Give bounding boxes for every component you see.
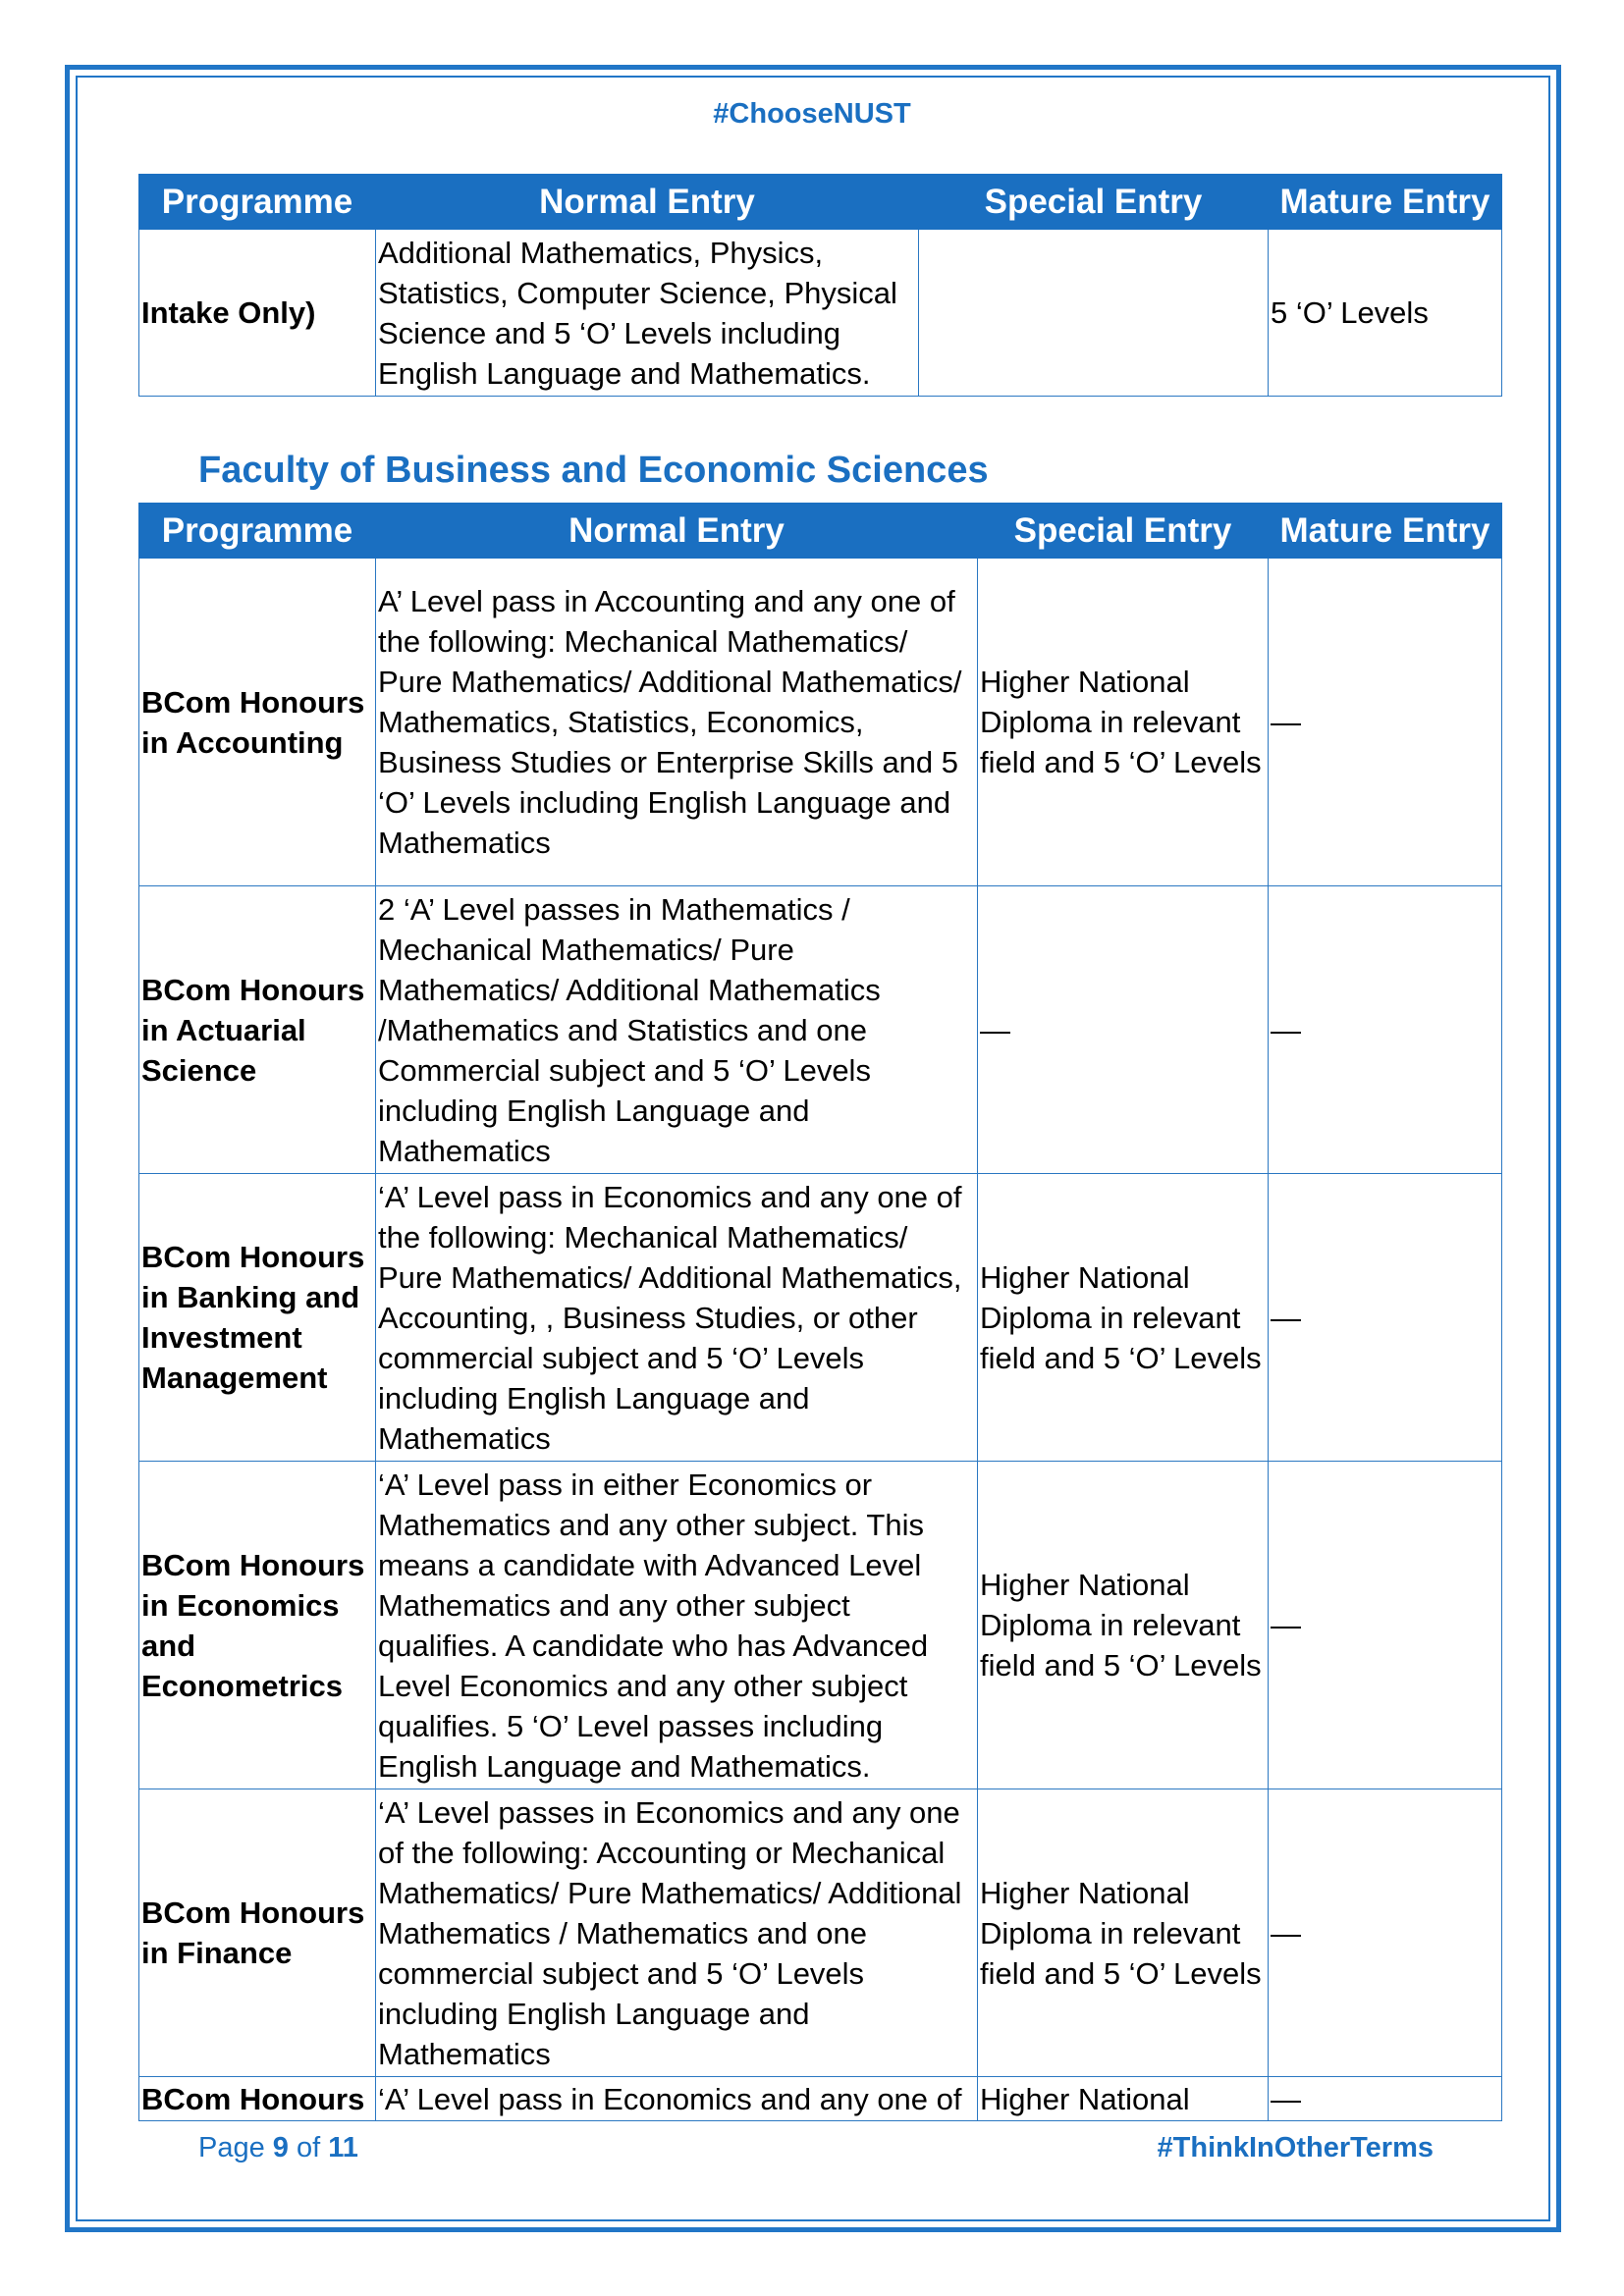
programme-cell: BCom Honours xyxy=(139,2077,376,2121)
normal-entry-cell: ‘A’ Level pass in Economics and any one of the following: Mechanical Mathematics/ Pure Mathematics/ Additional Mathematics, Accounting, , Business Studies, or other commercial subject and 5 ‘O’ Levels including English Language and Mathematics xyxy=(376,1174,978,1462)
special-entry-cell: Higher National Diploma in relevant field and 5 ‘O’ Levels xyxy=(978,1174,1269,1462)
normal-entry-cell: A’ Level pass in Accounting and any one of the following: Mechanical Mathematics/ Pure Mathematics/ Additional Mathematics/ Mathematics, Statistics, Economics, Business Studies or Enterprise Skills and 5 ‘O’ Levels including English Language and Mathematics xyxy=(376,559,978,886)
col-header-special-entry: Special Entry xyxy=(978,504,1269,559)
special-entry-cell: Higher National xyxy=(978,2077,1269,2121)
programme-cell: BCom Honours in Finance xyxy=(139,1789,376,2077)
special-entry-cell: — xyxy=(978,886,1269,1174)
mature-entry-cell: — xyxy=(1269,1462,1502,1789)
page-total: 11 xyxy=(328,2132,358,2163)
special-entry-cell: Higher National Diploma in relevant field and 5 ‘O’ Levels xyxy=(978,1789,1269,2077)
table-header-row xyxy=(139,504,1502,559)
programme-cell: Intake Only) xyxy=(139,230,376,397)
programme-cell: BCom Honours in Banking and Investment Management xyxy=(139,1174,376,1462)
normal-entry-cell: ‘A’ Level pass in Economics and any one of xyxy=(376,2077,978,2121)
normal-entry-cell: 2 ‘A’ Level passes in Mathematics / Mechanical Mathematics/ Pure Mathematics/ Additional Mathematics /Mathematics and Statistics and one Commercial subject and 5 ‘O’ Levels including English Language and Mathematics xyxy=(376,886,978,1174)
special-entry-cell: Higher National Diploma in relevant field and 5 ‘O’ Levels xyxy=(978,559,1269,886)
col-header-mature-entry: Mature Entry xyxy=(1269,175,1502,230)
page-word: Page xyxy=(198,2132,265,2163)
col-header-normal-entry: Normal Entry xyxy=(376,504,978,559)
of-word: of xyxy=(297,2132,321,2163)
mature-entry-cell: — xyxy=(1269,1174,1502,1462)
mature-entry-cell: 5 ‘O’ Levels xyxy=(1269,230,1502,397)
mature-entry-cell: — xyxy=(1269,886,1502,1174)
col-header-normal-entry: Normal Entry xyxy=(376,175,919,230)
col-header-programme: Programme xyxy=(139,504,376,559)
normal-entry-cell: ‘A’ Level passes in Economics and any one of the following: Accounting or Mechanical Mathematics/ Pure Mathematics/ Additional Mathematics / Mathematics and one commercial subject and 5 ‘O’ Levels including English Language and Mathematics xyxy=(376,1789,978,2077)
faculty-heading: Faculty of Business and Economic Sciences xyxy=(198,450,989,491)
table-row xyxy=(139,2077,1502,2121)
mature-entry-cell: — xyxy=(1269,1789,1502,2077)
programme-cell: BCom Honours in Actuarial Science xyxy=(139,886,376,1174)
normal-entry-cell: Additional Mathematics, Physics, Statistics, Computer Science, Physical Science and 5 ‘O’ Levels including English Language and Mathematics. xyxy=(376,230,919,397)
mature-entry-cell: — xyxy=(1269,559,1502,886)
col-header-mature-entry: Mature Entry xyxy=(1269,504,1502,559)
page-current: 9 xyxy=(272,2132,289,2163)
special-entry-cell: Higher National Diploma in relevant field and 5 ‘O’ Levels xyxy=(978,1462,1269,1789)
continued-entry-table xyxy=(138,174,1502,397)
programme-cell: BCom Honours in Accounting xyxy=(139,559,376,886)
mature-entry-cell: — xyxy=(1269,2077,1502,2121)
header-hashtag: #ChooseNUST xyxy=(713,98,911,130)
table-row xyxy=(139,559,1502,886)
table-row xyxy=(139,1789,1502,2077)
col-header-programme: Programme xyxy=(139,175,376,230)
footer-hashtag: #ThinkInOtherTerms xyxy=(1157,2132,1434,2163)
table-header-row xyxy=(139,175,1502,230)
programme-cell: BCom Honours in Economics and Econometrics xyxy=(139,1462,376,1789)
normal-entry-cell: ‘A’ Level pass in either Economics or Mathematics and any other subject. This means a candidate with Advanced Level Mathematics and any other subject qualifies. A candidate who has Advanced Level Economics and any other subject qualifies. 5 ‘O’ Level passes including English Language and Mathematics. xyxy=(376,1462,978,1789)
special-entry-cell xyxy=(919,230,1269,397)
table-row xyxy=(139,1462,1502,1789)
col-header-special-entry: Special Entry xyxy=(919,175,1269,230)
business-entry-table xyxy=(138,503,1502,2121)
page-number xyxy=(198,2132,358,2164)
table-row xyxy=(139,230,1502,397)
table-row xyxy=(139,1174,1502,1462)
table-row xyxy=(139,886,1502,1174)
